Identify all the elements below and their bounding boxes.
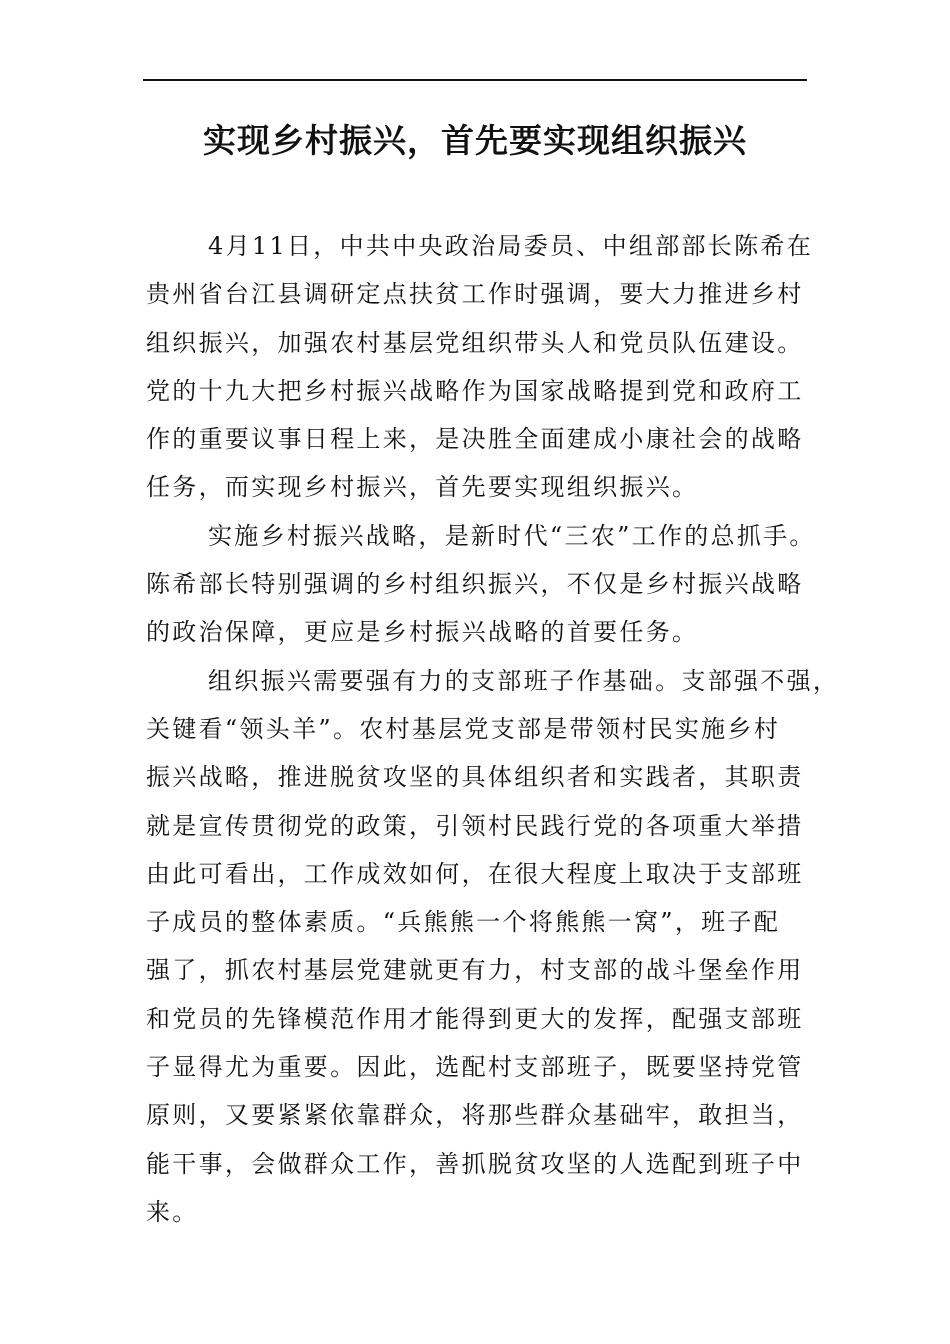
document-body xyxy=(146,222,840,1236)
body-line: 的政治保障，更应是乡村振兴战略的首要任务。 xyxy=(146,618,699,647)
body-line: 强了，抓农村基层党建就更有力，村支部的战斗堡垒作用 xyxy=(146,956,804,985)
document-title: 实现乡村振兴，首先要实现组织振兴 xyxy=(203,121,747,160)
body-line: 组织振兴需要强有力的支部班子作基础。支部强不强， xyxy=(208,666,840,695)
body-line: 子显得尤为重要。因此，选配村支部班子，既要坚持党管 xyxy=(146,1053,804,1082)
body-line: 组织振兴，加强农村基层党组织带头人和党员队伍建设。 xyxy=(146,328,804,357)
body-line: 党的十九大把乡村振兴战略作为国家战略提到党和政府工 xyxy=(146,376,804,405)
body-line: 贵州省台江县调研定点扶贫工作时强调，要大力推进乡村 xyxy=(146,280,804,309)
body-line: 4月11日，中共中央政治局委员、中组部部长陈希在 xyxy=(208,232,814,260)
body-line: 关键看“领头羊”。农村基层党支部是带领村民实施乡村 xyxy=(146,714,781,743)
body-line: 陈希部长特别强调的乡村组织振兴，不仅是乡村振兴战略 xyxy=(146,570,804,599)
body-line: 作的重要议事日程上来，是决胜全面建成小康社会的战略 xyxy=(146,425,804,454)
body-line: 能干事，会做群众工作，善抓脱贫攻坚的人选配到班子中 xyxy=(146,1149,804,1178)
header-rule xyxy=(143,79,807,81)
body-line: 任务，而实现乡村振兴，首先要实现组织振兴。 xyxy=(146,473,699,502)
body-line: 子成员的整体素质。“兵熊熊一个将熊熊一窝”，班子配 xyxy=(146,908,781,937)
body-line: 就是宣传贯彻党的政策，引领村民践行党的各项重大举措 xyxy=(146,811,804,840)
body-line: 和党员的先锋模范作用才能得到更大的发挥，配强支部班 xyxy=(146,1004,804,1033)
body-line: 原则，又要紧紧依靠群众，将那些群众基础牢，敢担当， xyxy=(146,1101,804,1130)
body-line: 由此可看出，工作成效如何，在很大程度上取决于支部班 xyxy=(146,859,804,888)
body-line: 振兴战略，推进脱贫攻坚的具体组织者和实践者，其职责 xyxy=(146,763,804,792)
body-line: 来。 xyxy=(146,1197,199,1226)
body-line: 实施乡村振兴战略，是新时代“三农”工作的总抓手。 xyxy=(208,521,816,550)
